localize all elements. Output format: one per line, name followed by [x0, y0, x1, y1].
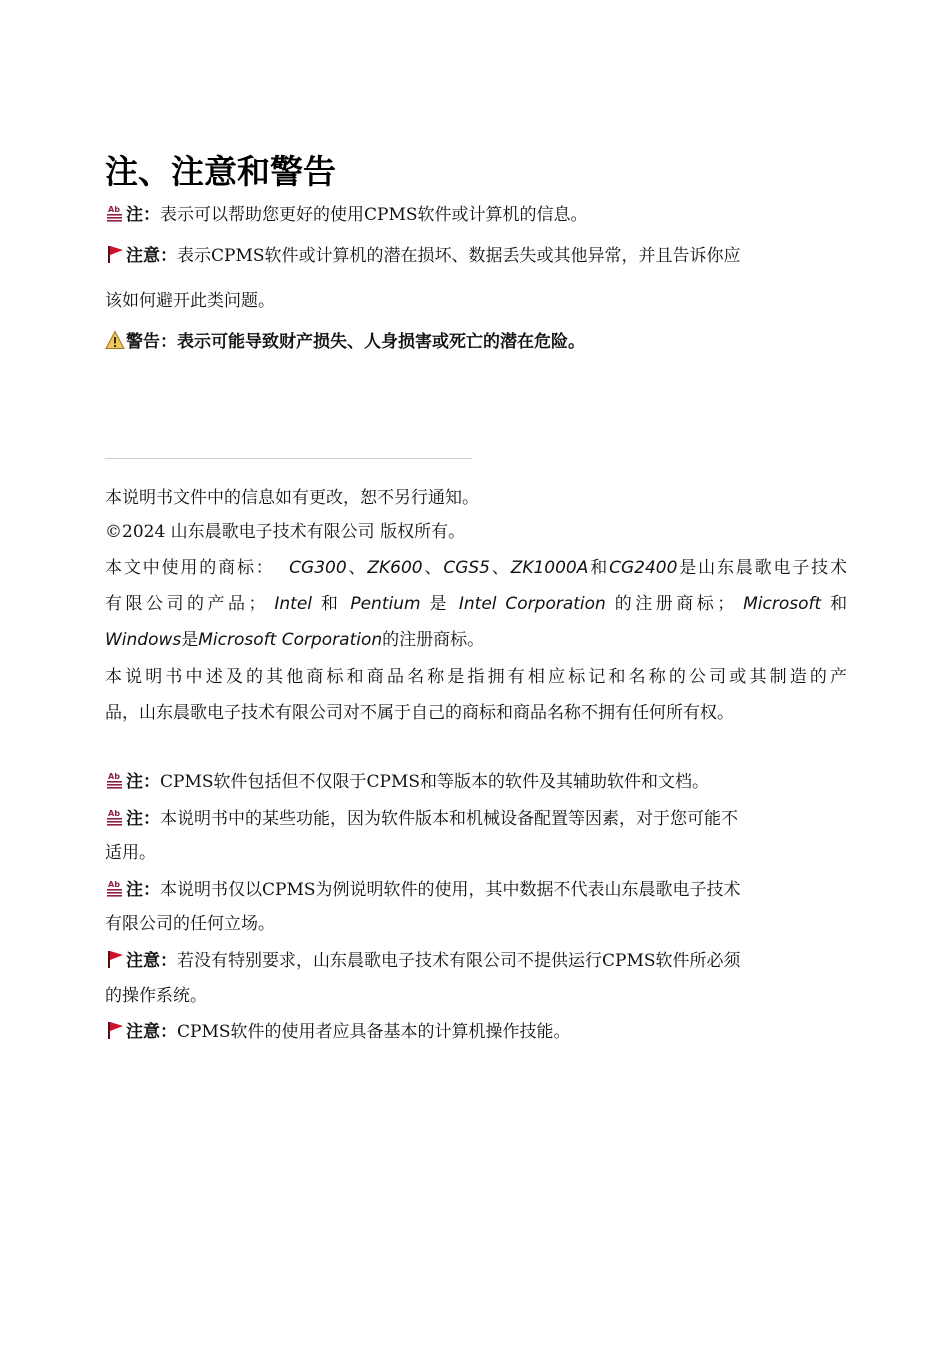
trademark-owner-cont: 有限公司的产品； [105, 594, 266, 614]
note-label: 注： [126, 205, 160, 225]
note-item [105, 770, 847, 794]
trademark-zk600: ZK600 [367, 558, 423, 578]
legend-caution-cont: 该如何避开此类问题。 [105, 291, 275, 311]
sep: 、 [489, 558, 511, 578]
trademark-microsoft: Microsoft [743, 594, 822, 614]
notice-line: 本说明书文件中的信息如有更改，恕不另行通知。 [105, 488, 479, 508]
page-title: 注、注意和警告 [105, 152, 336, 191]
other-trademarks-2: 品，山东晨歌电子技术有限公司对不属于自己的商标和商品名称不拥有任何所有权。 [105, 703, 734, 723]
conj: 是 [181, 630, 199, 650]
legend-caution [105, 244, 847, 268]
conj: 和 [830, 594, 848, 614]
note-icon [105, 770, 125, 790]
trademark-line-2 [105, 592, 847, 616]
sep: 、 [422, 558, 444, 578]
note-icon [105, 203, 125, 223]
note-text: 本说明书仅以CPMS为例说明软件的使用，其中数据不代表山东晨歌电子技术 [160, 880, 741, 900]
note-label: 注： [126, 809, 160, 829]
caution-label: 注意： [126, 1022, 177, 1042]
note-item [105, 807, 847, 831]
warning-icon [105, 330, 125, 350]
divider [105, 458, 472, 459]
warning-text: 表示可能导致财产损失、人身损害或死亡的潜在危险。 [177, 332, 585, 352]
trademark-reg: 的注册商标。 [382, 630, 485, 650]
trademark-intel: Intel [274, 594, 313, 614]
flag-icon [105, 244, 125, 264]
note-label: 注： [126, 772, 160, 792]
note-icon [105, 878, 125, 898]
note-item-cont: 适用。 [105, 843, 156, 863]
note-icon [105, 807, 125, 827]
legend-warning [105, 330, 847, 354]
svg-text:Ab: Ab [108, 809, 120, 818]
caution-text: CPMS软件的使用者应具备基本的计算机操作技能。 [177, 1022, 571, 1042]
trademark-cg2400: CG2400 [609, 558, 678, 578]
trademark-pentium: Pentium [350, 594, 421, 614]
trademark-owner: 是山东晨歌电子技术 [677, 558, 848, 578]
conj: 和 [320, 594, 342, 614]
caution-text: 表示CPMS软件或计算机的潜在损坏、数据丢失或其他异常，并且告诉你应 [177, 246, 741, 266]
caution-item-cont: 的操作系统。 [105, 986, 207, 1006]
trademark-line-1 [105, 556, 847, 580]
caution-item [105, 1020, 847, 1044]
warning-label: 警告： [126, 332, 177, 352]
note-text: 本说明书中的某些功能，因为软件版本和机械设备配置等因素，对于您可能不 [160, 809, 738, 829]
flag-icon [105, 1020, 125, 1040]
note-item [105, 878, 847, 902]
note-text: 表示可以帮助您更好的使用CPMS软件或计算机的信息。 [160, 205, 588, 225]
caution-label: 注意： [126, 951, 177, 971]
caution-text: 若没有特别要求，山东晨歌电子技术有限公司不提供运行CPMS软件所必须 [177, 951, 741, 971]
trademark-ms-corp: Microsoft Corporation [198, 630, 383, 650]
trademark-prefix: 本文中使用的商标： [105, 558, 275, 578]
copyright-line: ©2024 山东晨歌电子技术有限公司 版权所有。 [105, 522, 466, 542]
svg-text:Ab: Ab [108, 772, 120, 781]
flag-icon [105, 949, 125, 969]
conj: 是 [429, 594, 450, 614]
trademark-intel-corp: Intel Corporation [458, 594, 606, 614]
trademark-cgs5: CGS5 [443, 558, 490, 578]
conj: 和 [588, 558, 610, 578]
note-label: 注： [126, 880, 160, 900]
trademark-cg300: CG300 [289, 558, 347, 578]
caution-label: 注意： [126, 246, 177, 266]
other-trademarks-1: 本说明书中述及的其他商标和商品名称是指拥有相应标记和名称的公司或其制造的产 [105, 667, 847, 687]
note-text: CPMS软件包括但不仅限于CPMS和等版本的软件及其辅助软件和文档。 [160, 772, 709, 792]
caution-item [105, 949, 847, 973]
sep: 、 [346, 558, 368, 578]
legend-note [105, 203, 847, 227]
svg-text:Ab: Ab [108, 880, 120, 889]
trademark-zk1000a: ZK1000A [510, 558, 589, 578]
svg-text:Ab: Ab [108, 205, 120, 214]
note-item-cont: 有限公司的任何立场。 [105, 914, 275, 934]
trademark-windows: Windows [105, 630, 182, 650]
trademark-reg: 的注册商标； [614, 594, 735, 614]
trademark-line-3 [105, 628, 847, 652]
